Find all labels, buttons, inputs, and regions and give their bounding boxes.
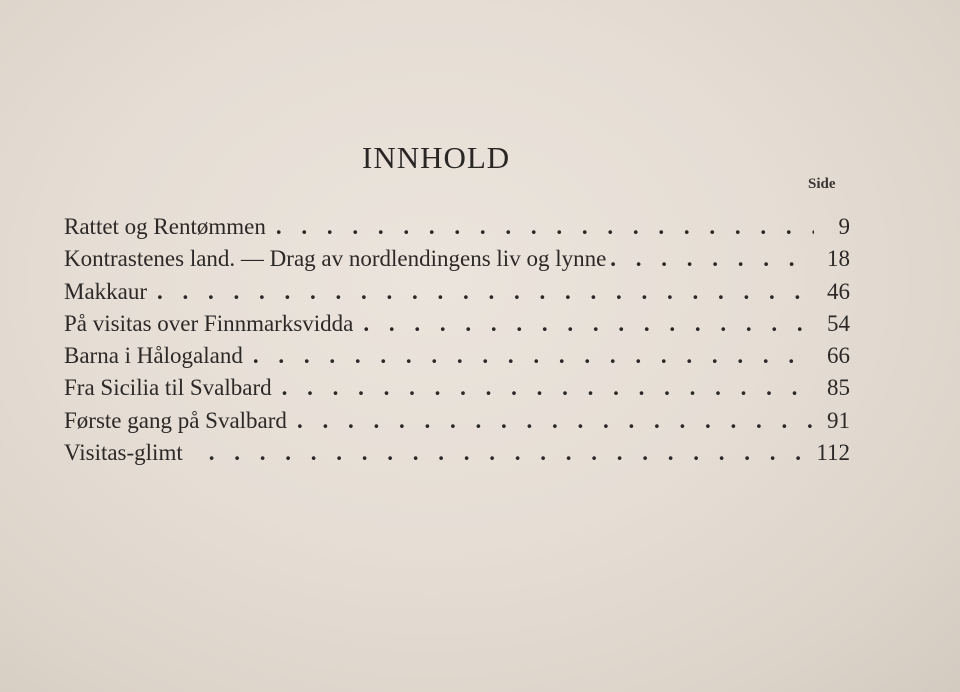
toc-dot-leader <box>276 214 814 240</box>
toc-dot-leader <box>253 343 814 369</box>
toc-dot-leader <box>157 279 814 305</box>
toc-entry <box>64 408 850 440</box>
toc-entry-page: 85 <box>827 375 850 401</box>
toc-entry <box>64 311 850 343</box>
toc-entry-title: Barna i Hålogaland <box>64 343 243 369</box>
toc-entry-title: Fra Sicilia til Svalbard <box>64 375 272 401</box>
toc-entry-title: Første gang på Svalbard <box>64 407 287 433</box>
toc-dot-leader <box>363 311 814 337</box>
toc-entry-page: 91 <box>827 407 850 433</box>
page-column-label: Side <box>808 176 836 192</box>
toc-dot-leader <box>297 408 814 434</box>
toc-entry-title: Visitas-glimt <box>64 440 183 466</box>
page-title: INNHOLD <box>362 140 511 175</box>
toc-entry-title: Kontrastenes land. — Drag av nordlendingens liv og lynne <box>64 246 607 272</box>
toc-entry-page: 54 <box>827 310 850 336</box>
toc-entry <box>64 214 850 246</box>
toc-entry-page: 112 <box>816 440 850 466</box>
table-of-contents <box>64 214 850 472</box>
toc-dot-leader <box>610 246 814 272</box>
toc-entry-page: 46 <box>827 278 850 304</box>
toc-entry <box>64 279 850 311</box>
toc-entry <box>64 440 850 472</box>
toc-dot-leader <box>209 440 811 466</box>
toc-entry-title: Makkaur <box>64 278 148 304</box>
toc-entry <box>64 246 850 278</box>
toc-entry-title: På visitas over Finnmarksvidda <box>64 310 354 336</box>
toc-entry <box>64 375 850 407</box>
toc-dot-leader <box>282 375 814 401</box>
toc-entry <box>64 343 850 375</box>
toc-entry-page: 66 <box>827 343 850 369</box>
toc-entry-page: 9 <box>838 214 850 239</box>
toc-entry-title: Rattet og Rentømmen <box>64 214 266 239</box>
toc-entry-page: 18 <box>827 246 850 272</box>
